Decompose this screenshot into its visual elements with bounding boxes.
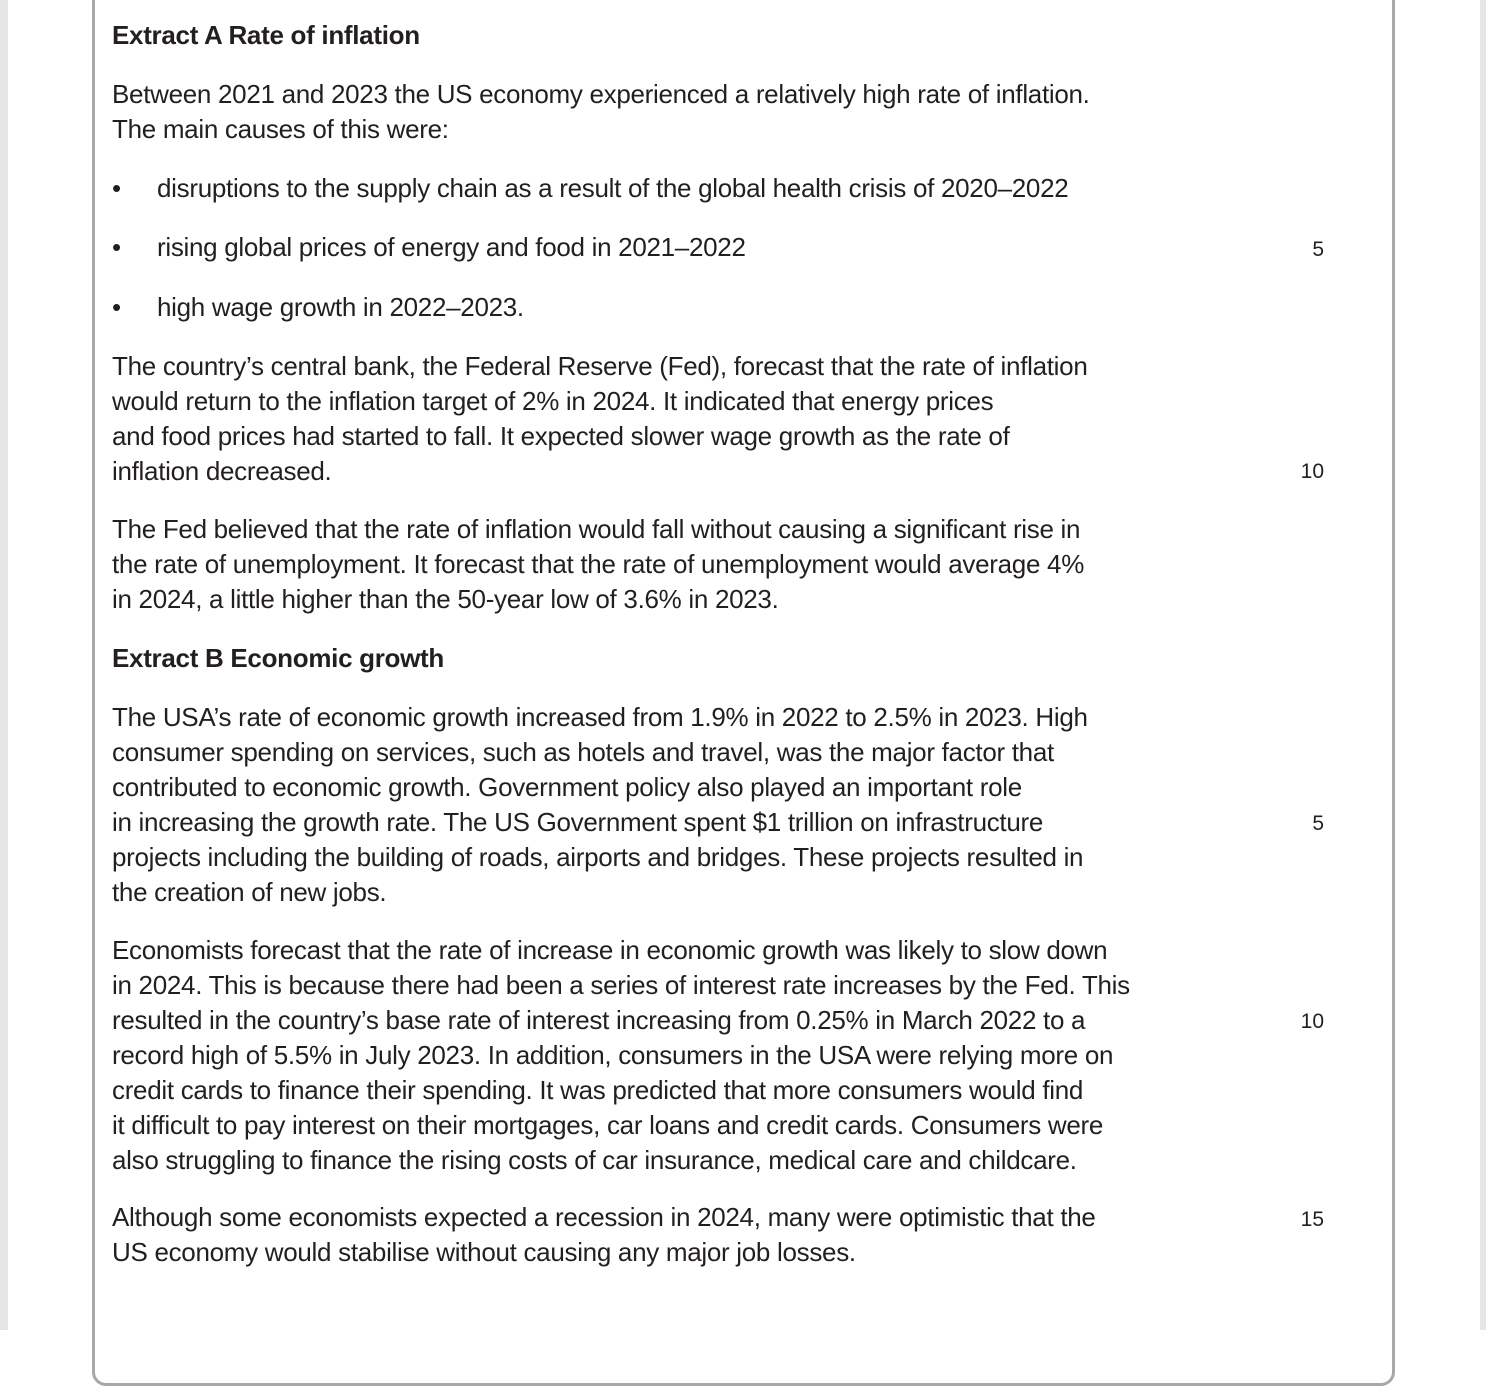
line-number: 5 xyxy=(1312,238,1324,261)
text-line: resulted in the country’s base rate of interest increasing from 0.25% in March 2022 to a xyxy=(112,1005,1086,1035)
text-line: record high of 5.5% in July 2023. In addition, consumers in the USA were relying more on xyxy=(112,1040,1114,1070)
extract-a-paragraph-3 xyxy=(112,512,1084,617)
text-line: The country’s central bank, the Federal Reserve (Fed), forecast that the rate of inflation xyxy=(112,351,1088,381)
text-line: and food prices had started to fall. It expected slower wage growth as the rate of xyxy=(112,421,1010,451)
text-line: credit cards to finance their spending. It was predicted that more consumers would find xyxy=(112,1075,1084,1105)
text-line: Economists forecast that the rate of increase in economic growth was likely to slow down xyxy=(112,935,1108,965)
bullet-text: rising global prices of energy and food in 2021–2022 xyxy=(157,232,746,262)
extract-frame xyxy=(92,0,1395,1386)
text-line: also struggling to finance the rising costs of car insurance, medical care and childcare. xyxy=(112,1145,1077,1175)
text-line: in increasing the growth rate. The US Government spent $1 trillion on infrastructure xyxy=(112,807,1044,837)
bullet-icon: • xyxy=(112,292,121,322)
extract-b-paragraph-1 xyxy=(112,700,1088,910)
bullet-icon: • xyxy=(112,173,121,203)
line-number: 10 xyxy=(1300,460,1324,483)
text-line: would return to the inflation target of 2% in 2024. It indicated that energy prices xyxy=(112,386,994,416)
text-line: the creation of new jobs. xyxy=(112,877,387,907)
text-line: The Fed believed that the rate of inflation would fall without causing a significant rise in xyxy=(112,514,1081,544)
viewer-right-margin xyxy=(1480,0,1486,1330)
text-line: it difficult to pay interest on their mortgages, car loans and credit cards. Consumers were xyxy=(112,1110,1104,1140)
extract-a-heading: Extract A Rate of inflation xyxy=(112,20,420,50)
bullet-text: high wage growth in 2022–2023. xyxy=(157,292,524,322)
text-line: the rate of unemployment. It forecast that the rate of unemployment would average 4% xyxy=(112,549,1085,579)
line-number: 10 xyxy=(1300,1010,1324,1033)
text-line: in 2024, a little higher than the 50-year low of 3.6% in 2023. xyxy=(112,584,779,614)
extract-b-paragraph-2 xyxy=(112,933,1130,1178)
text-line: projects including the building of roads, airports and bridges. These projects resulted in xyxy=(112,842,1084,872)
line-number: 15 xyxy=(1300,1208,1324,1231)
extract-b-paragraph-3 xyxy=(112,1200,1096,1270)
text-line: in 2024. This is because there had been a series of interest rate increases by the Fed. This xyxy=(112,970,1130,1000)
text-line: Although some economists expected a recession in 2024, many were optimistic that the xyxy=(112,1202,1096,1232)
viewer-left-margin xyxy=(0,0,8,1330)
text-line: consumer spending on services, such as hotels and travel, was the major factor that xyxy=(112,737,1054,767)
text-line: Between 2021 and 2023 the US economy experienced a relatively high rate of inflation. xyxy=(112,79,1090,109)
text-line: inflation decreased. xyxy=(112,456,332,486)
text-line: The USA’s rate of economic growth increased from 1.9% in 2022 to 2.5% in 2023. High xyxy=(112,702,1088,732)
bullet-icon: • xyxy=(112,232,121,262)
text-line: The main causes of this were: xyxy=(112,114,449,144)
extract-b-heading: Extract B Economic growth xyxy=(112,643,444,673)
extract-a-paragraph-2 xyxy=(112,349,1087,489)
line-number: 5 xyxy=(1312,812,1324,835)
bullet-text: disruptions to the supply chain as a result of the global health crisis of 2020–2022 xyxy=(157,173,1069,203)
extract-a-paragraph-1 xyxy=(112,77,1090,147)
text-line: contributed to economic growth. Government policy also played an important role xyxy=(112,772,1022,802)
text-line: US economy would stabilise without causing any major job losses. xyxy=(112,1237,856,1267)
